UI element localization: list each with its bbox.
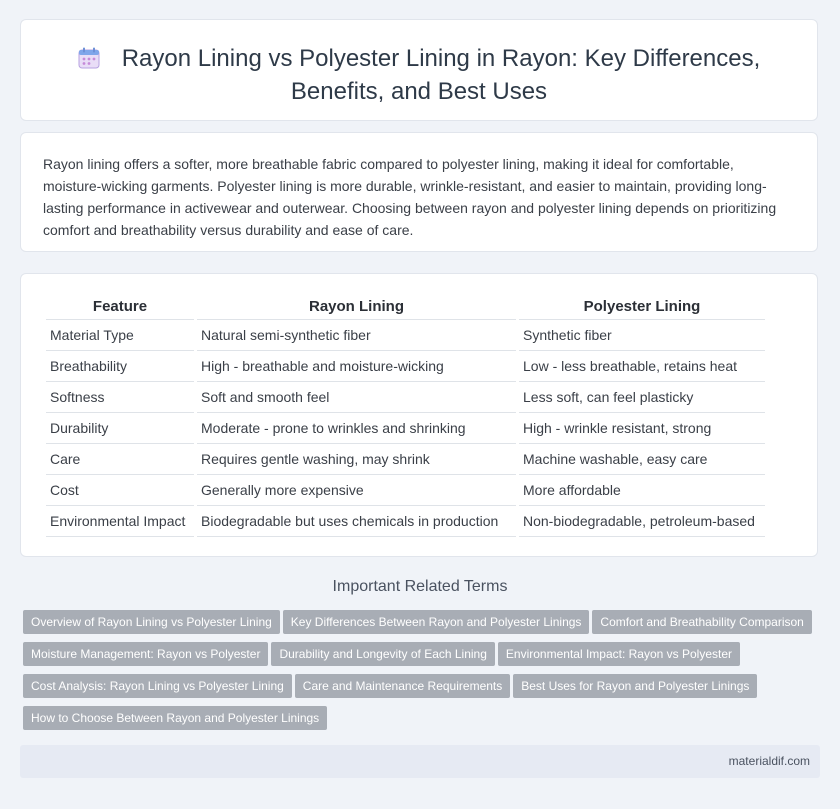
title-card [20,19,818,121]
intro-paragraph: Rayon lining offers a softer, more breathable fabric compared to polyester lining, making it ideal for comfortable, moisture-wicking garments. Polyester lining is more durable, wrinkle-resistant, and easier to maintain, providing long-lasting performance in activewear and outerwear. Choosing between rayon and polyester lining depends on prioritizing comfort and breathability versus durability and ease of care. [43,156,777,238]
calendar-icon [78,47,100,77]
table-row [46,413,765,444]
comparison-table [43,293,768,537]
table-row [46,506,765,537]
table-row [46,351,765,382]
polyester-cell: Non-biodegradable, petroleum-based [519,506,765,537]
rayon-cell: Requires gentle washing, may shrink [197,444,516,475]
page-title [21,44,817,107]
feature-cell: Environmental Impact [46,506,194,537]
related-term-tag[interactable]: Key Differences Between Rayon and Polyester Linings [283,610,590,634]
table-row [46,382,765,413]
related-term-tag[interactable]: Best Uses for Rayon and Polyester Linings [513,674,757,698]
related-term-tag[interactable]: Environmental Impact: Rayon vs Polyester [498,642,740,666]
intro-card [20,132,818,252]
feature-cell: Material Type [46,320,194,351]
header-rayon: Rayon Lining [197,293,516,320]
rayon-cell: High - breathable and moisture-wicking [197,351,516,382]
polyester-cell: Low - less breathable, retains heat [519,351,765,382]
table-header-row [46,293,765,320]
feature-cell: Softness [46,382,194,413]
page-title-line1: Rayon Lining vs Polyester Lining in Rayon: Key Differences, [121,45,761,72]
feature-cell: Care [46,444,194,475]
comparison-card [20,273,818,557]
related-term-tag[interactable]: Moisture Management: Rayon vs Polyester [23,642,268,666]
related-term-tag[interactable]: Care and Maintenance Requirements [295,674,510,698]
header-feature: Feature [46,293,194,320]
polyester-cell: More affordable [519,475,765,506]
polyester-cell: Machine washable, easy care [519,444,765,475]
header-polyester: Polyester Lining [519,293,765,320]
feature-cell: Durability [46,413,194,444]
page-title-line2: Benefits, and Best Uses [290,78,548,105]
rayon-cell: Moderate - prone to wrinkles and shrinking [197,413,516,444]
polyester-cell: Less soft, can feel plasticky [519,382,765,413]
rayon-cell: Biodegradable but uses chemicals in production [197,506,516,537]
related-term-tag[interactable]: Cost Analysis: Rayon Lining vs Polyester Lining [23,674,292,698]
feature-cell: Cost [46,475,194,506]
related-terms-heading: Important Related Terms [332,578,508,595]
footer-site-link[interactable]: materialdif.com [728,754,810,768]
related-term-tag[interactable]: Durability and Longevity of Each Lining [271,642,494,666]
table-row [46,444,765,475]
related-term-tag[interactable]: How to Choose Between Rayon and Polyester Linings [23,706,327,730]
table-row [46,475,765,506]
rayon-cell: Natural semi-synthetic fiber [197,320,516,351]
polyester-cell: High - wrinkle resistant, strong [519,413,765,444]
footer [20,745,820,778]
rayon-cell: Soft and smooth feel [197,382,516,413]
related-term-tag[interactable]: Overview of Rayon Lining vs Polyester Lining [23,610,280,634]
polyester-cell: Synthetic fiber [519,320,765,351]
related-terms-list [23,610,823,738]
rayon-cell: Generally more expensive [197,475,516,506]
related-term-tag[interactable]: Comfort and Breathability Comparison [592,610,811,634]
feature-cell: Breathability [46,351,194,382]
table-row [46,320,765,351]
